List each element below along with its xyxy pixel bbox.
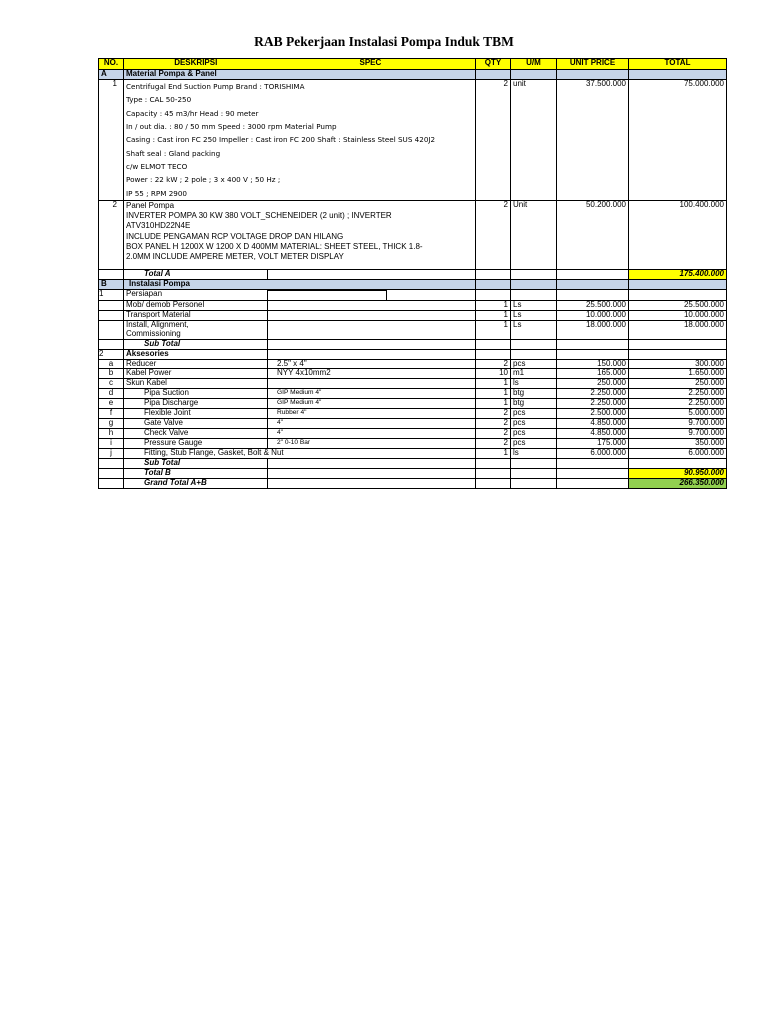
desc-line: INCLUDE PENGAMAN RCP VOLTAGE DROP DAN HILANG — [126, 231, 344, 241]
item-total: 6.000.000 — [629, 449, 727, 459]
item-unit-price: 6.000.000 — [557, 449, 629, 459]
group-header-row — [99, 289, 727, 300]
item-no: a — [99, 359, 124, 369]
item-um: btg — [511, 399, 557, 409]
item-total: 350.000 — [629, 439, 727, 449]
header-total: TOTAL — [629, 59, 727, 70]
item-um: ls — [511, 449, 557, 459]
item-qty: 2 — [476, 80, 511, 201]
desc-line: Panel Pompa — [126, 200, 175, 210]
item-description — [124, 320, 268, 339]
item-um: ls — [511, 379, 557, 389]
item-qty: 2 — [476, 439, 511, 449]
item-unit-price: 50.200.000 — [557, 200, 629, 269]
item-qty: 2 — [476, 419, 511, 429]
item-description — [124, 200, 476, 269]
item-unit-price: 4.850.000 — [557, 419, 629, 429]
group-header-row — [99, 349, 727, 359]
header-desc: DESKRIPSI — [124, 59, 268, 70]
subtotal-row — [99, 339, 727, 349]
item-no: 1 — [99, 80, 124, 201]
table-row — [99, 80, 727, 201]
header-spec: SPEC — [268, 59, 476, 70]
grand-total-label: Grand Total A+B — [124, 478, 268, 488]
header-um: U/M — [511, 59, 557, 70]
table-row — [99, 429, 727, 439]
desc-line: IP 55 ; RPM 2900 — [126, 188, 187, 198]
item-qty: 1 — [476, 449, 511, 459]
table-row — [99, 439, 727, 449]
total-a-value: 175.400.000 — [629, 269, 727, 279]
subtotal-row — [99, 459, 727, 469]
item-unit-price: 25.500.000 — [557, 300, 629, 310]
item-description: Fitting, Stub Flange, Gasket, Bolt & Nut — [124, 449, 476, 459]
item-qty: 1 — [476, 389, 511, 399]
item-description: Kabel Power — [124, 369, 268, 379]
item-qty: 2 — [476, 200, 511, 269]
table-row — [99, 310, 727, 320]
item-um: pcs — [511, 429, 557, 439]
item-total: 2.250.000 — [629, 399, 727, 409]
item-um: unit — [511, 80, 557, 201]
item-no: b — [99, 369, 124, 379]
page-title: RAB Pekerjaan Instalasi Pompa Induk TBM — [254, 34, 514, 49]
table-row — [99, 399, 727, 409]
item-description: Reducer — [124, 359, 268, 369]
table-row — [99, 359, 727, 369]
item-unit-price: 2.500.000 — [557, 409, 629, 419]
item-description: Skun Kabel — [124, 379, 268, 389]
item-spec: 4" — [268, 429, 476, 439]
item-no: j — [99, 449, 124, 459]
table-row — [99, 449, 727, 459]
desc-line: Install, Alignment, — [126, 320, 189, 329]
desc-line: Commissioning — [126, 328, 181, 338]
item-spec: NYY 4x10mm2 — [268, 369, 476, 379]
desc-line: Type : CAL 50-250 — [126, 95, 192, 105]
item-unit-price: 250.000 — [557, 379, 629, 389]
item-unit-price: 4.850.000 — [557, 429, 629, 439]
subtotal-label: Sub Total — [124, 339, 268, 349]
subtotal-label: Sub Total — [124, 459, 268, 469]
rab-table — [98, 58, 727, 489]
item-unit-price: 37.500.000 — [557, 80, 629, 201]
item-unit-price: 18.000.000 — [557, 320, 629, 339]
total-b-row — [99, 469, 727, 479]
desc-line: c/w ELMOT TECO — [126, 161, 188, 171]
group-no: 2 — [99, 349, 124, 359]
item-total: 18.000.000 — [629, 320, 727, 339]
section-b-label: Instalasi Pompa — [124, 279, 476, 289]
item-no: e — [99, 399, 124, 409]
desc-line: Capacity : 45 m3/hr Head : 90 meter — [126, 108, 259, 118]
total-a-row — [99, 269, 727, 279]
item-um: pcs — [511, 359, 557, 369]
table-row — [99, 320, 727, 339]
item-total: 1.650.000 — [629, 369, 727, 379]
item-unit-price: 10.000.000 — [557, 310, 629, 320]
item-total: 300.000 — [629, 359, 727, 369]
item-total: 2.250.000 — [629, 389, 727, 399]
total-b-value: 90.950.000 — [629, 469, 727, 479]
total-b-label: Total B — [124, 469, 268, 479]
item-no: g — [99, 419, 124, 429]
item-description: Pressure Gauge — [124, 439, 268, 449]
item-um: pcs — [511, 409, 557, 419]
desc-line: BOX PANEL H 1200X W 1200 X D 400MM MATERIAL: SHEET STEEL, THICK 1.8- — [126, 241, 423, 251]
item-qty: 1 — [476, 399, 511, 409]
group-label: Aksesories — [124, 349, 268, 359]
item-um: pcs — [511, 419, 557, 429]
item-qty: 2 — [476, 409, 511, 419]
section-a-label: Material Pompa & Panel — [124, 70, 476, 80]
item-um: Unit — [511, 200, 557, 269]
item-unit-price: 2.250.000 — [557, 399, 629, 409]
item-spec: GIP Medium 4" — [268, 389, 476, 399]
item-no: c — [99, 379, 124, 389]
item-unit-price: 2.250.000 — [557, 389, 629, 399]
header-unit-price: UNIT PRICE — [557, 59, 629, 70]
item-description: Check Valve — [124, 429, 268, 439]
desc-line: ATV310HD22N4E — [126, 221, 191, 231]
desc-line: Centrifugal End Suction Pump Brand : TORISHIMA — [126, 82, 305, 91]
item-spec: GIP Medium 4" — [268, 399, 476, 409]
item-spec: Rubber 4" — [268, 409, 476, 419]
desc-line: Power : 22 kW ; 2 pole ; 3 x 400 V ; 50 Hz ; — [126, 175, 281, 185]
item-qty: 1 — [476, 310, 511, 320]
item-um: Ls — [511, 300, 557, 310]
group-label: Persiapan — [124, 289, 268, 300]
item-description: Pipa Discharge — [124, 399, 268, 409]
table-row — [99, 379, 727, 389]
item-description — [124, 80, 476, 201]
item-um: Ls — [511, 310, 557, 320]
item-unit-price: 165.000 — [557, 369, 629, 379]
section-b-row — [99, 279, 727, 289]
desc-line: Casing : Cast iron FC 250 Impeller : Cast iron FC 200 Shaft : Stainless Steel SUS 420J2 — [126, 135, 436, 145]
grand-total-value: 266.350.000 — [629, 478, 727, 488]
item-um: m1 — [511, 369, 557, 379]
item-unit-price: 150.000 — [557, 359, 629, 369]
table-row — [99, 200, 727, 269]
item-description: Pipa Suction — [124, 389, 268, 399]
table-row — [99, 300, 727, 310]
table-row — [99, 419, 727, 429]
item-spec: 4" — [268, 419, 476, 429]
item-um: btg — [511, 389, 557, 399]
header-qty: QTY — [476, 59, 511, 70]
item-no: i — [99, 439, 124, 449]
empty-box — [268, 290, 388, 300]
table-row — [99, 369, 727, 379]
item-unit-price: 175.000 — [557, 439, 629, 449]
item-no: d — [99, 389, 124, 399]
desc-line: Shaft seal : Gland packing — [126, 148, 221, 158]
item-um: pcs — [511, 439, 557, 449]
total-a-label: Total A — [124, 269, 268, 279]
section-b-code: B — [99, 279, 124, 289]
grand-total-row — [99, 478, 727, 488]
item-total: 5.000.000 — [629, 409, 727, 419]
item-qty: 2 — [476, 359, 511, 369]
item-total: 10.000.000 — [629, 310, 727, 320]
item-total: 9.700.000 — [629, 419, 727, 429]
item-qty: 1 — [476, 320, 511, 339]
item-description: Mob/ demob Personel — [124, 300, 268, 310]
table-row — [99, 409, 727, 419]
item-no: 2 — [99, 200, 124, 269]
item-spec: 2" 0-10 Bar — [268, 439, 476, 449]
item-total: 100.400.000 — [629, 200, 727, 269]
item-total: 9.700.000 — [629, 429, 727, 439]
item-total: 75.000.000 — [629, 80, 727, 201]
item-um: Ls — [511, 320, 557, 339]
item-qty: 1 — [476, 300, 511, 310]
group-no: 1 — [99, 289, 124, 300]
desc-line: 2.0MM INCLUDE AMPERE METER, VOLT METER DISPLAY — [126, 251, 344, 261]
item-description: Flexible Joint — [124, 409, 268, 419]
section-a-code: A — [99, 70, 124, 80]
item-total: 25.500.000 — [629, 300, 727, 310]
item-qty: 1 — [476, 379, 511, 389]
item-total: 250.000 — [629, 379, 727, 389]
item-description: Gate Valve — [124, 419, 268, 429]
table-row — [99, 389, 727, 399]
item-qty: 10 — [476, 369, 511, 379]
item-spec — [268, 379, 476, 389]
desc-line: In / out dia. : 80 / 50 mm Speed : 3000 rpm Material Pump — [126, 121, 337, 131]
item-description: Transport Material — [124, 310, 268, 320]
header-no: NO. — [99, 59, 124, 70]
item-spec: 2.5" x 4" — [268, 359, 476, 369]
desc-line: INVERTER POMPA 30 KW 380 VOLT_SCHENEIDER (2 unit) ; INVERTER — [126, 211, 392, 221]
section-a-row — [99, 70, 727, 80]
item-qty: 2 — [476, 429, 511, 439]
item-no: f — [99, 409, 124, 419]
item-no: h — [99, 429, 124, 439]
table-header — [99, 59, 727, 70]
